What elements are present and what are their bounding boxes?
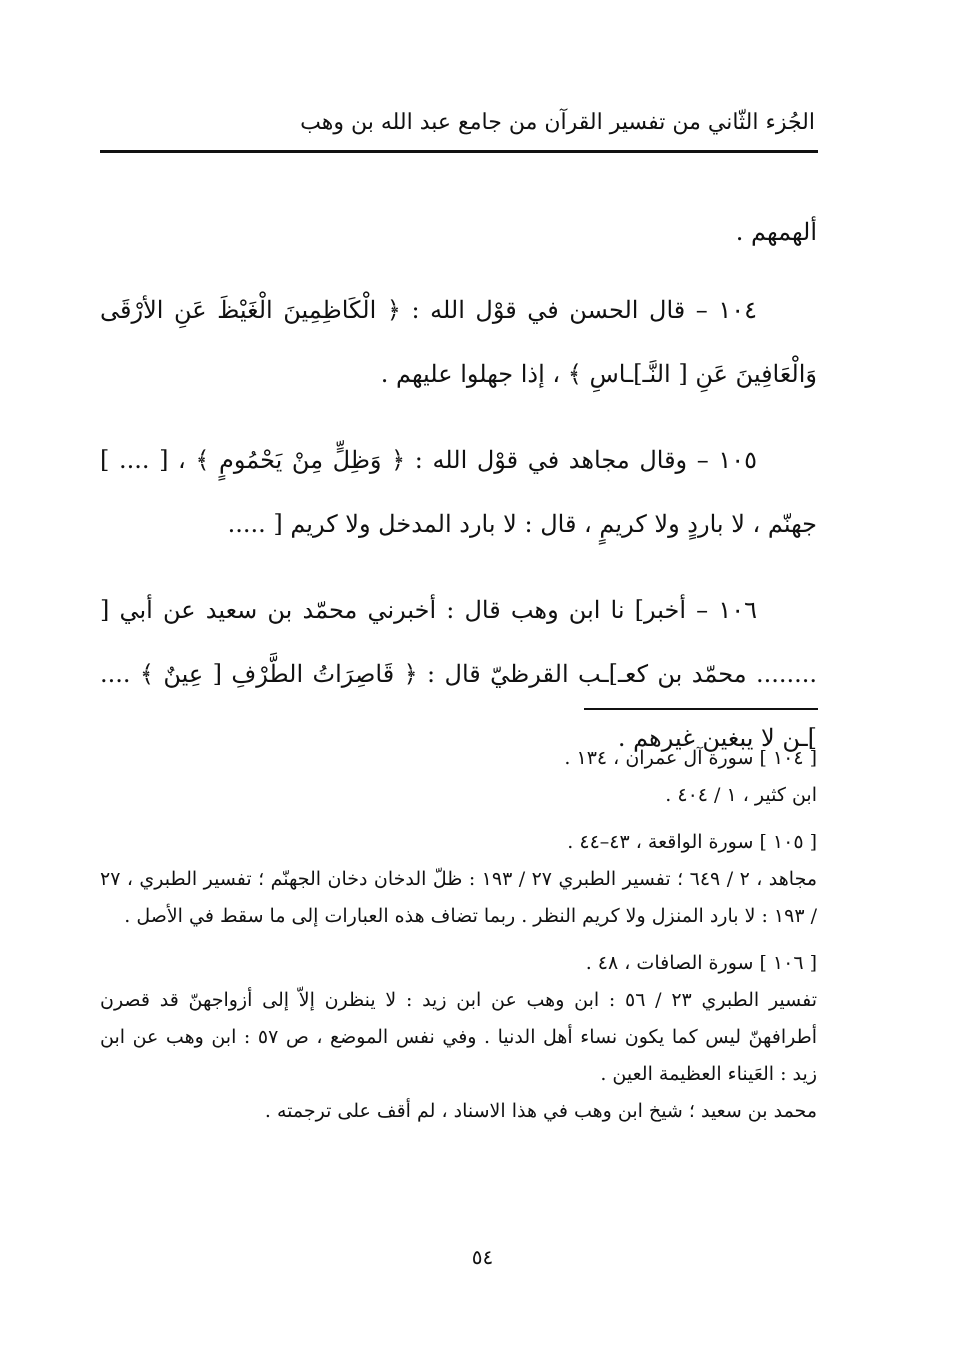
paragraph-106: ١٠٦ – أخبر] نا ابن وهب قال : أخبرني محمّد بن سعيد عن أبي [ ........ محمّد بن كعـ]ـب القرظيّ قال : ﴿ قَاصِرَاتُ الطَّرْفِ [ عِينٌ ﴾ .... ]ـن لا يبغين غيرهم . bbox=[100, 596, 817, 752]
paragraph-continuation: ألهمهم . bbox=[735, 218, 817, 246]
paragraph-105: ١٠٥ – وقال مجاهد في قوْل الله : ﴿ وَظِلٍّ مِنْ يَحْمُومٍ ﴾ ، [ .... ] جهنّم ، لا باردٍ ولا كريمٍ ، قال : لا بارد المدخل ولا كريم [ ..... bbox=[100, 446, 817, 538]
footnote-105 bbox=[100, 824, 817, 935]
running-header: الجُزء الثّاني من تفسير القرآن من جامع عبد الله بن وهب bbox=[300, 110, 815, 135]
footnote-separator bbox=[584, 708, 818, 710]
footnote-104 bbox=[100, 740, 817, 814]
paragraph-104: ١٠٤ – قال الحسن في قوْل الله : ﴿ الْكَاظِمِينَ الْغَيْظَ عَنِ الأرْقَى وَالْعَافِينَ عَنِ [ النَّـ]ـاسِ ﴾ ، إذا جهلوا عليهم . bbox=[100, 296, 817, 388]
footnote-line: محمد بن سعيد ؛ شيخ ابن وهب في هذا الاسناد ، لم أقف على ترجمته . bbox=[264, 1100, 817, 1122]
footnote-line: تفسير الطبري ٢٣ / ٥٦ : ابن وهب عن ابن زيد : لا ينظرن إلاّ إلى أزواجهنّ قد قصرن أطرافهنّ ليس كما يكون نساء أهل الدنيا . وفي نفس الموضع ، ص ٥٧ : ابن وهب عن ابن زيد : العَيناء العظيمة العين . bbox=[100, 989, 818, 1085]
page-number: ٥٤ bbox=[471, 1245, 494, 1269]
header-rule bbox=[100, 150, 818, 153]
footnotes bbox=[100, 740, 817, 1140]
footnote-106 bbox=[100, 945, 817, 1130]
footnote-line: مجاهد ، ٢ / ٦٤٩ ؛ تفسير الطبري ٢٧ / ١٩٣ : ظلّ الدخان دخان الجهنّم ؛ تفسير الطبري ، ٢٧ / ١٩٣ : لا بارد المنزل ولا كريم النظر . ربما تضاف هذه العبارات إلى ما سقط في الأصل . bbox=[100, 868, 818, 927]
main-text bbox=[100, 200, 817, 792]
footnote-line: ابن كثير ، ١ / ٤٠٤ . bbox=[665, 784, 817, 806]
footnote-line: [ ١٠٤ ] سورة آل عمران ، ١٣٤ . bbox=[564, 747, 817, 769]
footnote-line: [ ١٠٦ ] سورة الصافات ، ٤٨ . bbox=[585, 952, 817, 974]
footnote-line: [ ١٠٥ ] سورة الواقعة ، ٤٣–٤٤ . bbox=[567, 831, 817, 853]
